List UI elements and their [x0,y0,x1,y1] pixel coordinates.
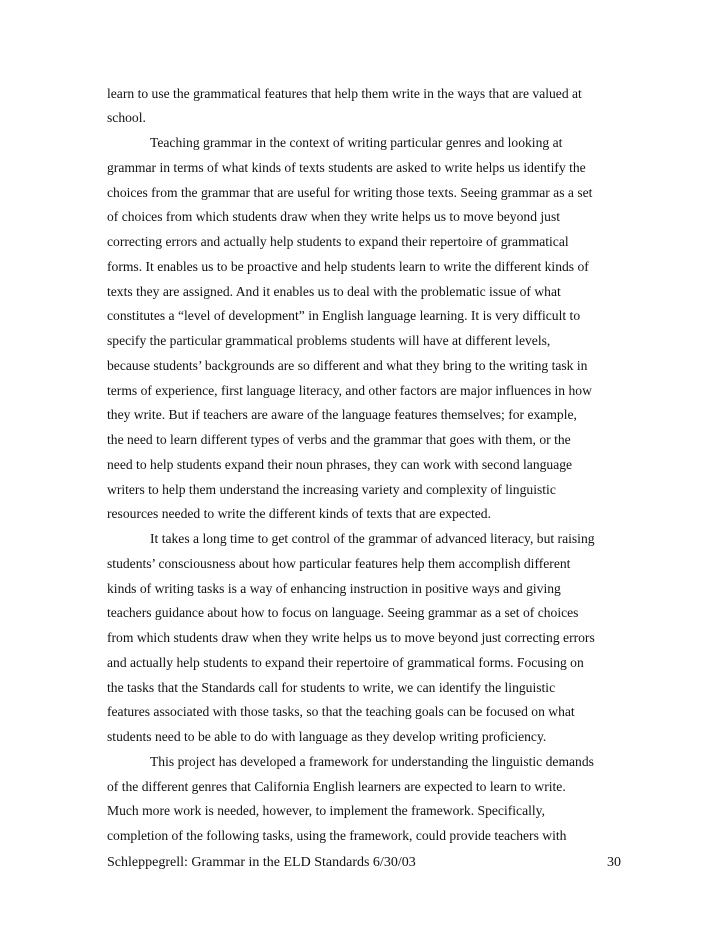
footer-running-title: Schleppegrell: Grammar in the ELD Standards 6/30/03 [107,855,416,870]
body-line: correcting errors and actually help students to expand their repertoire of grammatical [107,234,569,249]
body-line: of choices from which students draw when they write helps us to move beyond just [107,209,561,224]
page-number: 30 [607,855,621,870]
body-line: resources needed to write the different kinds of texts that are expected. [107,506,491,521]
body-line: terms of experience, first language literacy, and other factors are major influences in how [107,383,592,398]
body-line: students need to be able to do with language as they develop writing proficiency. [107,729,547,744]
body-line: texts they are assigned. And it enables us to deal with the problematic issue of what [107,284,561,299]
body-line: because students’ backgrounds are so different and what they bring to the writing task in [107,358,588,373]
body-line: constitutes a “level of development” in English language learning. It is very difficult to [107,308,581,323]
body-line: they write. But if teachers are aware of the language features themselves; for example, [107,407,577,422]
body-line: features associated with those tasks, so that the teaching goals can be focused on what [107,704,575,719]
body-line: the need to learn different types of verbs and the grammar that goes with them, or the [107,432,571,447]
body-line: grammar in terms of what kinds of texts students are asked to write helps us identify the [107,160,586,175]
body-line: completion of the following tasks, using the framework, could provide teachers with [107,828,567,843]
body-line: learn to use the grammatical features that help them write in the ways that are valued at [107,86,582,101]
body-line: choices from the grammar that are useful for writing those texts. Seeing grammar as a set [107,185,593,200]
paragraph-first-line: Teaching grammar in the context of writing particular genres and looking at [150,135,563,150]
body-line: writers to help them understand the increasing variety and complexity of linguistic [107,482,556,497]
body-line: teachers guidance about how to focus on language. Seeing grammar as a set of choices [107,605,579,620]
body-line: kinds of writing tasks is a way of enhancing instruction in positive ways and giving [107,581,561,596]
body-line: from which students draw when they write helps us to move beyond just correcting errors [107,630,595,645]
body-line: forms. It enables us to be proactive and help students learn to write the different kinds of [107,259,589,274]
body-line: students’ consciousness about how particular features help them accomplish different [107,556,571,571]
body-line: the tasks that the Standards call for students to write, we can identify the linguistic [107,680,556,695]
body-line: of the different genres that California English learners are expected to learn to write. [107,779,566,794]
body-line: need to help students expand their noun phrases, they can work with second language [107,457,573,472]
body-line: school. [107,110,146,125]
body-line: and actually help students to expand their repertoire of grammatical forms. Focusing on [107,655,584,670]
body-line: specify the particular grammatical problems students will have at different levels, [107,333,551,348]
paragraph-first-line: It takes a long time to get control of the grammar of advanced literacy, but raising [150,531,595,546]
body-line: Much more work is needed, however, to implement the framework. Specifically, [107,803,545,818]
paragraph-first-line: This project has developed a framework for understanding the linguistic demands [150,754,594,769]
